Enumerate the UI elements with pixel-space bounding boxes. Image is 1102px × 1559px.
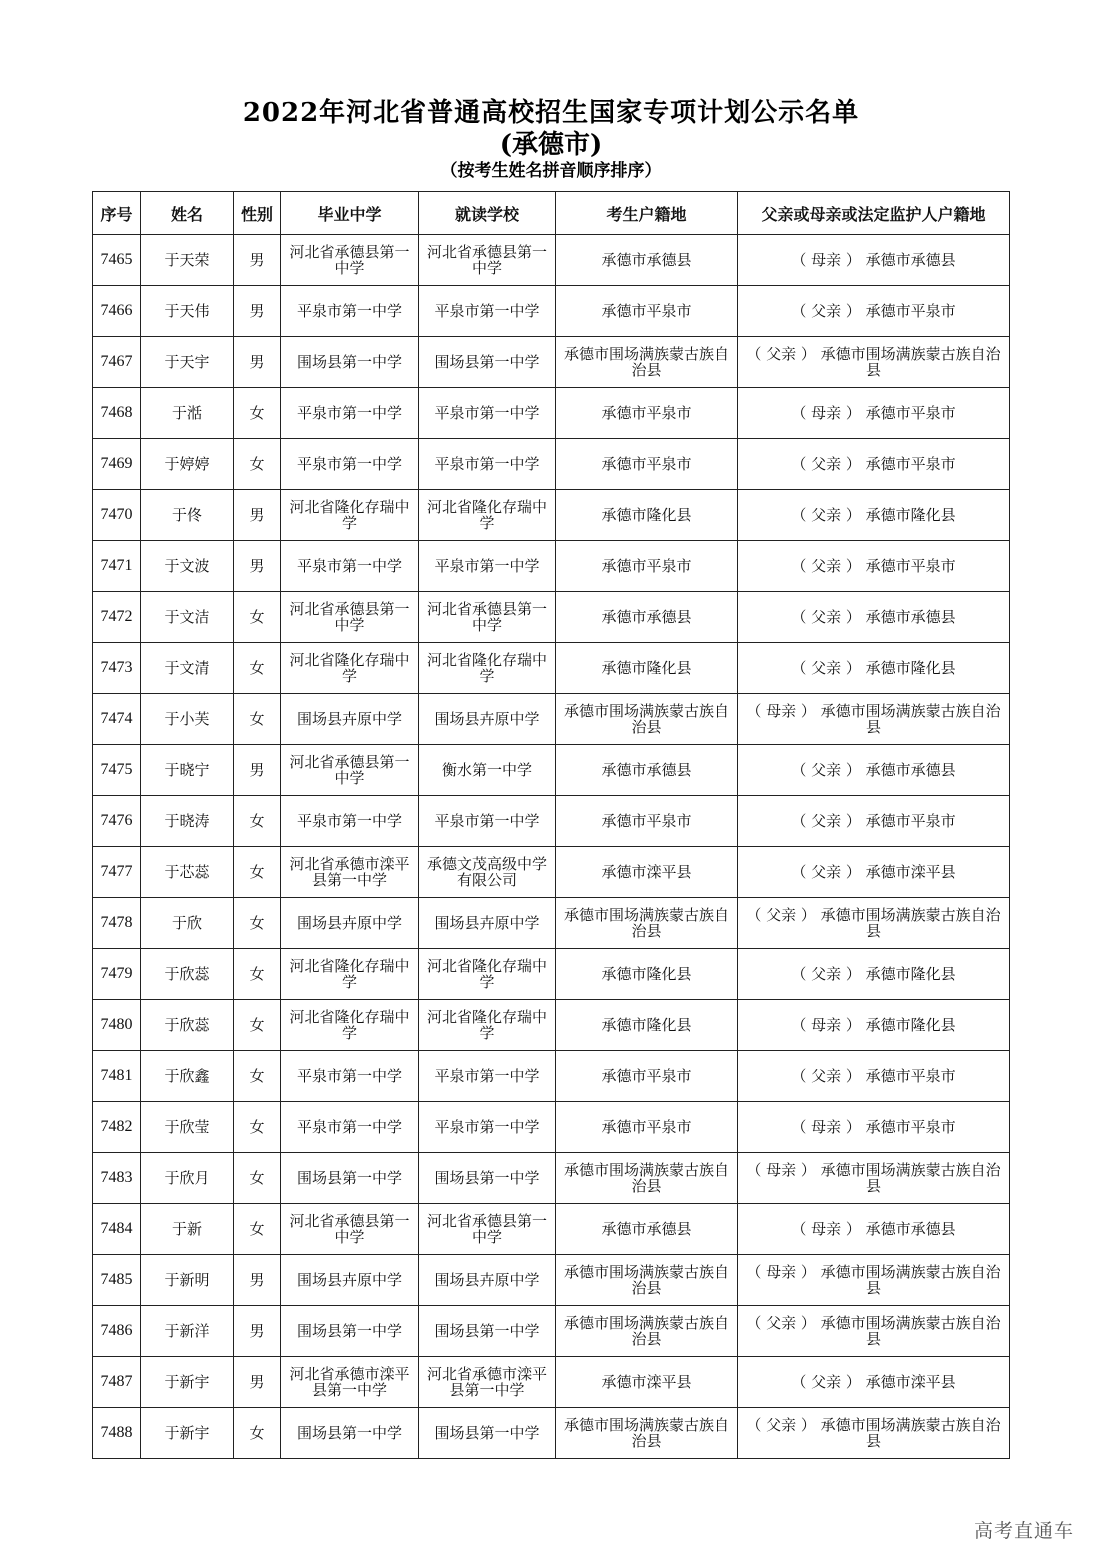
guardian-registration-cell: （ 父亲 ） 承德市隆化县 (738, 949, 1010, 1000)
graduation-school-cell: 平泉市第一中学 (281, 1102, 419, 1153)
name-cell: 于新宇 (141, 1408, 234, 1459)
graduation-school-cell: 围场县第一中学 (281, 1153, 419, 1204)
household-registration-cell: 承德市围场满族蒙古族自治县 (556, 694, 738, 745)
household-registration-cell: 承德市隆化县 (556, 1000, 738, 1051)
seq-cell: 7476 (93, 796, 141, 847)
table-header-row (93, 192, 1010, 235)
name-cell: 于小芙 (141, 694, 234, 745)
seq-cell: 7484 (93, 1204, 141, 1255)
name-cell: 于新洋 (141, 1306, 234, 1357)
graduation-school-cell: 河北省承德县第一中学 (281, 1204, 419, 1255)
gender-cell: 女 (234, 1102, 281, 1153)
gender-cell: 男 (234, 745, 281, 796)
gender-cell: 女 (234, 1204, 281, 1255)
seq-cell: 7474 (93, 694, 141, 745)
seq-cell: 7478 (93, 898, 141, 949)
name-cell: 于欣莹 (141, 1102, 234, 1153)
graduation-school-cell: 平泉市第一中学 (281, 541, 419, 592)
current-school-cell: 河北省隆化存瑞中学 (419, 1000, 556, 1051)
name-cell: 于晓宁 (141, 745, 234, 796)
current-school-cell: 围场县卉原中学 (419, 898, 556, 949)
current-school-cell: 承德文茂高级中学有限公司 (419, 847, 556, 898)
table-row (93, 1408, 1010, 1459)
graduation-school-cell: 平泉市第一中学 (281, 796, 419, 847)
graduation-school-cell: 平泉市第一中学 (281, 1051, 419, 1102)
household-registration-cell: 承德市围场满族蒙古族自治县 (556, 1153, 738, 1204)
guardian-registration-cell: （ 父亲 ） 承德市承德县 (738, 592, 1010, 643)
guardian-registration-cell: （ 父亲 ） 承德市围场满族蒙古族自治县 (738, 898, 1010, 949)
seq-cell: 7480 (93, 1000, 141, 1051)
guardian-registration-cell: （ 母亲 ） 承德市承德县 (738, 235, 1010, 286)
name-cell: 于天宇 (141, 337, 234, 388)
seq-cell: 7482 (93, 1102, 141, 1153)
table-row (93, 592, 1010, 643)
gender-cell: 女 (234, 1051, 281, 1102)
gender-cell: 女 (234, 1000, 281, 1051)
gender-cell: 男 (234, 490, 281, 541)
gender-cell: 男 (234, 337, 281, 388)
seq-cell: 7487 (93, 1357, 141, 1408)
current-school-cell: 河北省承德市滦平县第一中学 (419, 1357, 556, 1408)
current-school-cell: 平泉市第一中学 (419, 541, 556, 592)
guardian-registration-cell: （ 父亲 ） 承德市滦平县 (738, 1357, 1010, 1408)
table-row (93, 1000, 1010, 1051)
header-graduation-school: 毕业中学 (281, 192, 419, 235)
gender-cell: 男 (234, 286, 281, 337)
guardian-registration-cell: （ 母亲 ） 承德市围场满族蒙古族自治县 (738, 1255, 1010, 1306)
name-cell: 于佟 (141, 490, 234, 541)
gender-cell: 女 (234, 796, 281, 847)
current-school-cell: 围场县第一中学 (419, 337, 556, 388)
table-row (93, 490, 1010, 541)
current-school-cell: 河北省承德县第一中学 (419, 235, 556, 286)
household-registration-cell: 承德市平泉市 (556, 1102, 738, 1153)
name-cell: 于文波 (141, 541, 234, 592)
graduation-school-cell: 河北省承德县第一中学 (281, 745, 419, 796)
guardian-registration-cell: （ 母亲 ） 承德市围场满族蒙古族自治县 (738, 1153, 1010, 1204)
current-school-cell: 河北省承德县第一中学 (419, 592, 556, 643)
header-household-registration: 考生户籍地 (556, 192, 738, 235)
table-row (93, 286, 1010, 337)
table-row (93, 1357, 1010, 1408)
current-school-cell: 围场县第一中学 (419, 1408, 556, 1459)
seq-cell: 7483 (93, 1153, 141, 1204)
seq-cell: 7477 (93, 847, 141, 898)
seq-cell: 7475 (93, 745, 141, 796)
graduation-school-cell: 围场县卉原中学 (281, 1255, 419, 1306)
table-row (93, 643, 1010, 694)
name-cell: 于芯蕊 (141, 847, 234, 898)
table-row (93, 337, 1010, 388)
table-row (93, 1102, 1010, 1153)
current-school-cell: 平泉市第一中学 (419, 1102, 556, 1153)
name-cell: 于欣蕊 (141, 1000, 234, 1051)
guardian-registration-cell: （ 父亲 ） 承德市滦平县 (738, 847, 1010, 898)
gender-cell: 男 (234, 1357, 281, 1408)
current-school-cell: 平泉市第一中学 (419, 1051, 556, 1102)
household-registration-cell: 承德市平泉市 (556, 796, 738, 847)
graduation-school-cell: 河北省隆化存瑞中学 (281, 643, 419, 694)
gender-cell: 女 (234, 1153, 281, 1204)
gender-cell: 男 (234, 1306, 281, 1357)
graduation-school-cell: 河北省承德市滦平县第一中学 (281, 847, 419, 898)
household-registration-cell: 承德市滦平县 (556, 847, 738, 898)
table-row (93, 235, 1010, 286)
graduation-school-cell: 河北省承德县第一中学 (281, 235, 419, 286)
header-name: 姓名 (141, 192, 234, 235)
gender-cell: 男 (234, 235, 281, 286)
name-cell: 于新明 (141, 1255, 234, 1306)
household-registration-cell: 承德市承德县 (556, 745, 738, 796)
guardian-registration-cell: （ 父亲 ） 承德市平泉市 (738, 541, 1010, 592)
gender-cell: 女 (234, 643, 281, 694)
table-row (93, 898, 1010, 949)
household-registration-cell: 承德市围场满族蒙古族自治县 (556, 1255, 738, 1306)
table-row (93, 1306, 1010, 1357)
name-cell: 于欣 (141, 898, 234, 949)
seq-cell: 7471 (93, 541, 141, 592)
name-cell: 于晓涛 (141, 796, 234, 847)
graduation-school-cell: 平泉市第一中学 (281, 286, 419, 337)
gender-cell: 女 (234, 898, 281, 949)
graduation-school-cell: 围场县第一中学 (281, 337, 419, 388)
table-row (93, 1204, 1010, 1255)
current-school-cell: 平泉市第一中学 (419, 286, 556, 337)
household-registration-cell: 承德市平泉市 (556, 1051, 738, 1102)
graduation-school-cell: 河北省承德县第一中学 (281, 592, 419, 643)
current-school-cell: 围场县第一中学 (419, 1153, 556, 1204)
guardian-registration-cell: （ 母亲 ） 承德市平泉市 (738, 388, 1010, 439)
household-registration-cell: 承德市滦平县 (556, 1357, 738, 1408)
gender-cell: 女 (234, 439, 281, 490)
table-row (93, 388, 1010, 439)
guardian-registration-cell: （ 父亲 ） 承德市隆化县 (738, 490, 1010, 541)
household-registration-cell: 承德市承德县 (556, 1204, 738, 1255)
current-school-cell: 衡水第一中学 (419, 745, 556, 796)
header-guardian-registration: 父亲或母亲或法定监护人户籍地 (738, 192, 1010, 235)
graduation-school-cell: 平泉市第一中学 (281, 439, 419, 490)
graduation-school-cell: 围场县第一中学 (281, 1408, 419, 1459)
household-registration-cell: 承德市平泉市 (556, 388, 738, 439)
gender-cell: 女 (234, 1408, 281, 1459)
guardian-registration-cell: （ 父亲 ） 承德市围场满族蒙古族自治县 (738, 1306, 1010, 1357)
table-row (93, 1255, 1010, 1306)
name-cell: 于欣月 (141, 1153, 234, 1204)
table-row (93, 745, 1010, 796)
current-school-cell: 河北省隆化存瑞中学 (419, 949, 556, 1000)
household-registration-cell: 承德市围场满族蒙古族自治县 (556, 337, 738, 388)
guardian-registration-cell: （ 母亲 ） 承德市平泉市 (738, 1102, 1010, 1153)
gender-cell: 女 (234, 949, 281, 1000)
household-registration-cell: 承德市平泉市 (556, 541, 738, 592)
household-registration-cell: 承德市承德县 (556, 235, 738, 286)
guardian-registration-cell: （ 母亲 ） 承德市围场满族蒙古族自治县 (738, 694, 1010, 745)
graduation-school-cell: 围场县第一中学 (281, 1306, 419, 1357)
gender-cell: 女 (234, 592, 281, 643)
current-school-cell: 河北省隆化存瑞中学 (419, 490, 556, 541)
guardian-registration-cell: （ 父亲 ） 承德市平泉市 (738, 1051, 1010, 1102)
seq-cell: 7472 (93, 592, 141, 643)
table-row (93, 949, 1010, 1000)
current-school-cell: 平泉市第一中学 (419, 388, 556, 439)
current-school-cell: 平泉市第一中学 (419, 796, 556, 847)
name-cell: 于婷婷 (141, 439, 234, 490)
graduation-school-cell: 平泉市第一中学 (281, 388, 419, 439)
guardian-registration-cell: （ 父亲 ） 承德市围场满族蒙古族自治县 (738, 1408, 1010, 1459)
table-row (93, 541, 1010, 592)
seq-cell: 7470 (93, 490, 141, 541)
gender-cell: 男 (234, 541, 281, 592)
current-school-cell: 河北省隆化存瑞中学 (419, 643, 556, 694)
household-registration-cell: 承德市平泉市 (556, 286, 738, 337)
name-cell: 于文洁 (141, 592, 234, 643)
header-seq: 序号 (93, 192, 141, 235)
household-registration-cell: 承德市围场满族蒙古族自治县 (556, 1306, 738, 1357)
seq-cell: 7469 (93, 439, 141, 490)
graduation-school-cell: 河北省隆化存瑞中学 (281, 949, 419, 1000)
household-registration-cell: 承德市隆化县 (556, 490, 738, 541)
sort-note: （按考生姓名拼音顺序排序） (440, 161, 662, 181)
name-cell: 于新宇 (141, 1357, 234, 1408)
guardian-registration-cell: （ 父亲 ） 承德市承德县 (738, 745, 1010, 796)
guardian-registration-cell: （ 父亲 ） 承德市平泉市 (738, 439, 1010, 490)
current-school-cell: 河北省承德县第一中学 (419, 1204, 556, 1255)
household-registration-cell: 承德市围场满族蒙古族自治县 (556, 898, 738, 949)
header-current-school: 就读学校 (419, 192, 556, 235)
gender-cell: 女 (234, 847, 281, 898)
household-registration-cell: 承德市承德县 (556, 592, 738, 643)
name-cell: 于欣鑫 (141, 1051, 234, 1102)
header-gender: 性别 (234, 192, 281, 235)
guardian-registration-cell: （ 母亲 ） 承德市承德县 (738, 1204, 1010, 1255)
household-registration-cell: 承德市围场满族蒙古族自治县 (556, 1408, 738, 1459)
seq-cell: 7473 (93, 643, 141, 694)
seq-cell: 7465 (93, 235, 141, 286)
name-cell: 于天荣 (141, 235, 234, 286)
name-cell: 于文清 (141, 643, 234, 694)
seq-cell: 7466 (93, 286, 141, 337)
document-title: 2022年河北省普通高校招生国家专项计划公示名单 (242, 98, 860, 128)
table-row (93, 1153, 1010, 1204)
name-cell: 于湉 (141, 388, 234, 439)
name-cell: 于欣蕊 (141, 949, 234, 1000)
household-registration-cell: 承德市隆化县 (556, 643, 738, 694)
seq-cell: 7479 (93, 949, 141, 1000)
roster-table (92, 191, 1010, 1459)
table-row (93, 694, 1010, 745)
guardian-registration-cell: （ 父亲 ） 承德市隆化县 (738, 643, 1010, 694)
seq-cell: 7488 (93, 1408, 141, 1459)
table-row (93, 1051, 1010, 1102)
graduation-school-cell: 河北省隆化存瑞中学 (281, 1000, 419, 1051)
graduation-school-cell: 围场县卉原中学 (281, 898, 419, 949)
current-school-cell: 围场县卉原中学 (419, 1255, 556, 1306)
guardian-registration-cell: （ 父亲 ） 承德市围场满族蒙古族自治县 (738, 337, 1010, 388)
table-row (93, 796, 1010, 847)
graduation-school-cell: 河北省隆化存瑞中学 (281, 490, 419, 541)
name-cell: 于新 (141, 1204, 234, 1255)
gender-cell: 男 (234, 1255, 281, 1306)
graduation-school-cell: 围场县卉原中学 (281, 694, 419, 745)
table-row (93, 847, 1010, 898)
document-subtitle: (承德市) (499, 130, 603, 160)
table-row (93, 439, 1010, 490)
current-school-cell: 围场县卉原中学 (419, 694, 556, 745)
seq-cell: 7468 (93, 388, 141, 439)
household-registration-cell: 承德市隆化县 (556, 949, 738, 1000)
gender-cell: 女 (234, 388, 281, 439)
current-school-cell: 平泉市第一中学 (419, 439, 556, 490)
seq-cell: 7481 (93, 1051, 141, 1102)
seq-cell: 7486 (93, 1306, 141, 1357)
watermark-text: 高考直通车 (973, 1520, 1074, 1542)
guardian-registration-cell: （ 母亲 ） 承德市隆化县 (738, 1000, 1010, 1051)
name-cell: 于天伟 (141, 286, 234, 337)
guardian-registration-cell: （ 父亲 ） 承德市平泉市 (738, 796, 1010, 847)
seq-cell: 7485 (93, 1255, 141, 1306)
gender-cell: 女 (234, 694, 281, 745)
table-body (93, 235, 1010, 1459)
current-school-cell: 围场县第一中学 (419, 1306, 556, 1357)
graduation-school-cell: 河北省承德市滦平县第一中学 (281, 1357, 419, 1408)
household-registration-cell: 承德市平泉市 (556, 439, 738, 490)
seq-cell: 7467 (93, 337, 141, 388)
guardian-registration-cell: （ 父亲 ） 承德市平泉市 (738, 286, 1010, 337)
